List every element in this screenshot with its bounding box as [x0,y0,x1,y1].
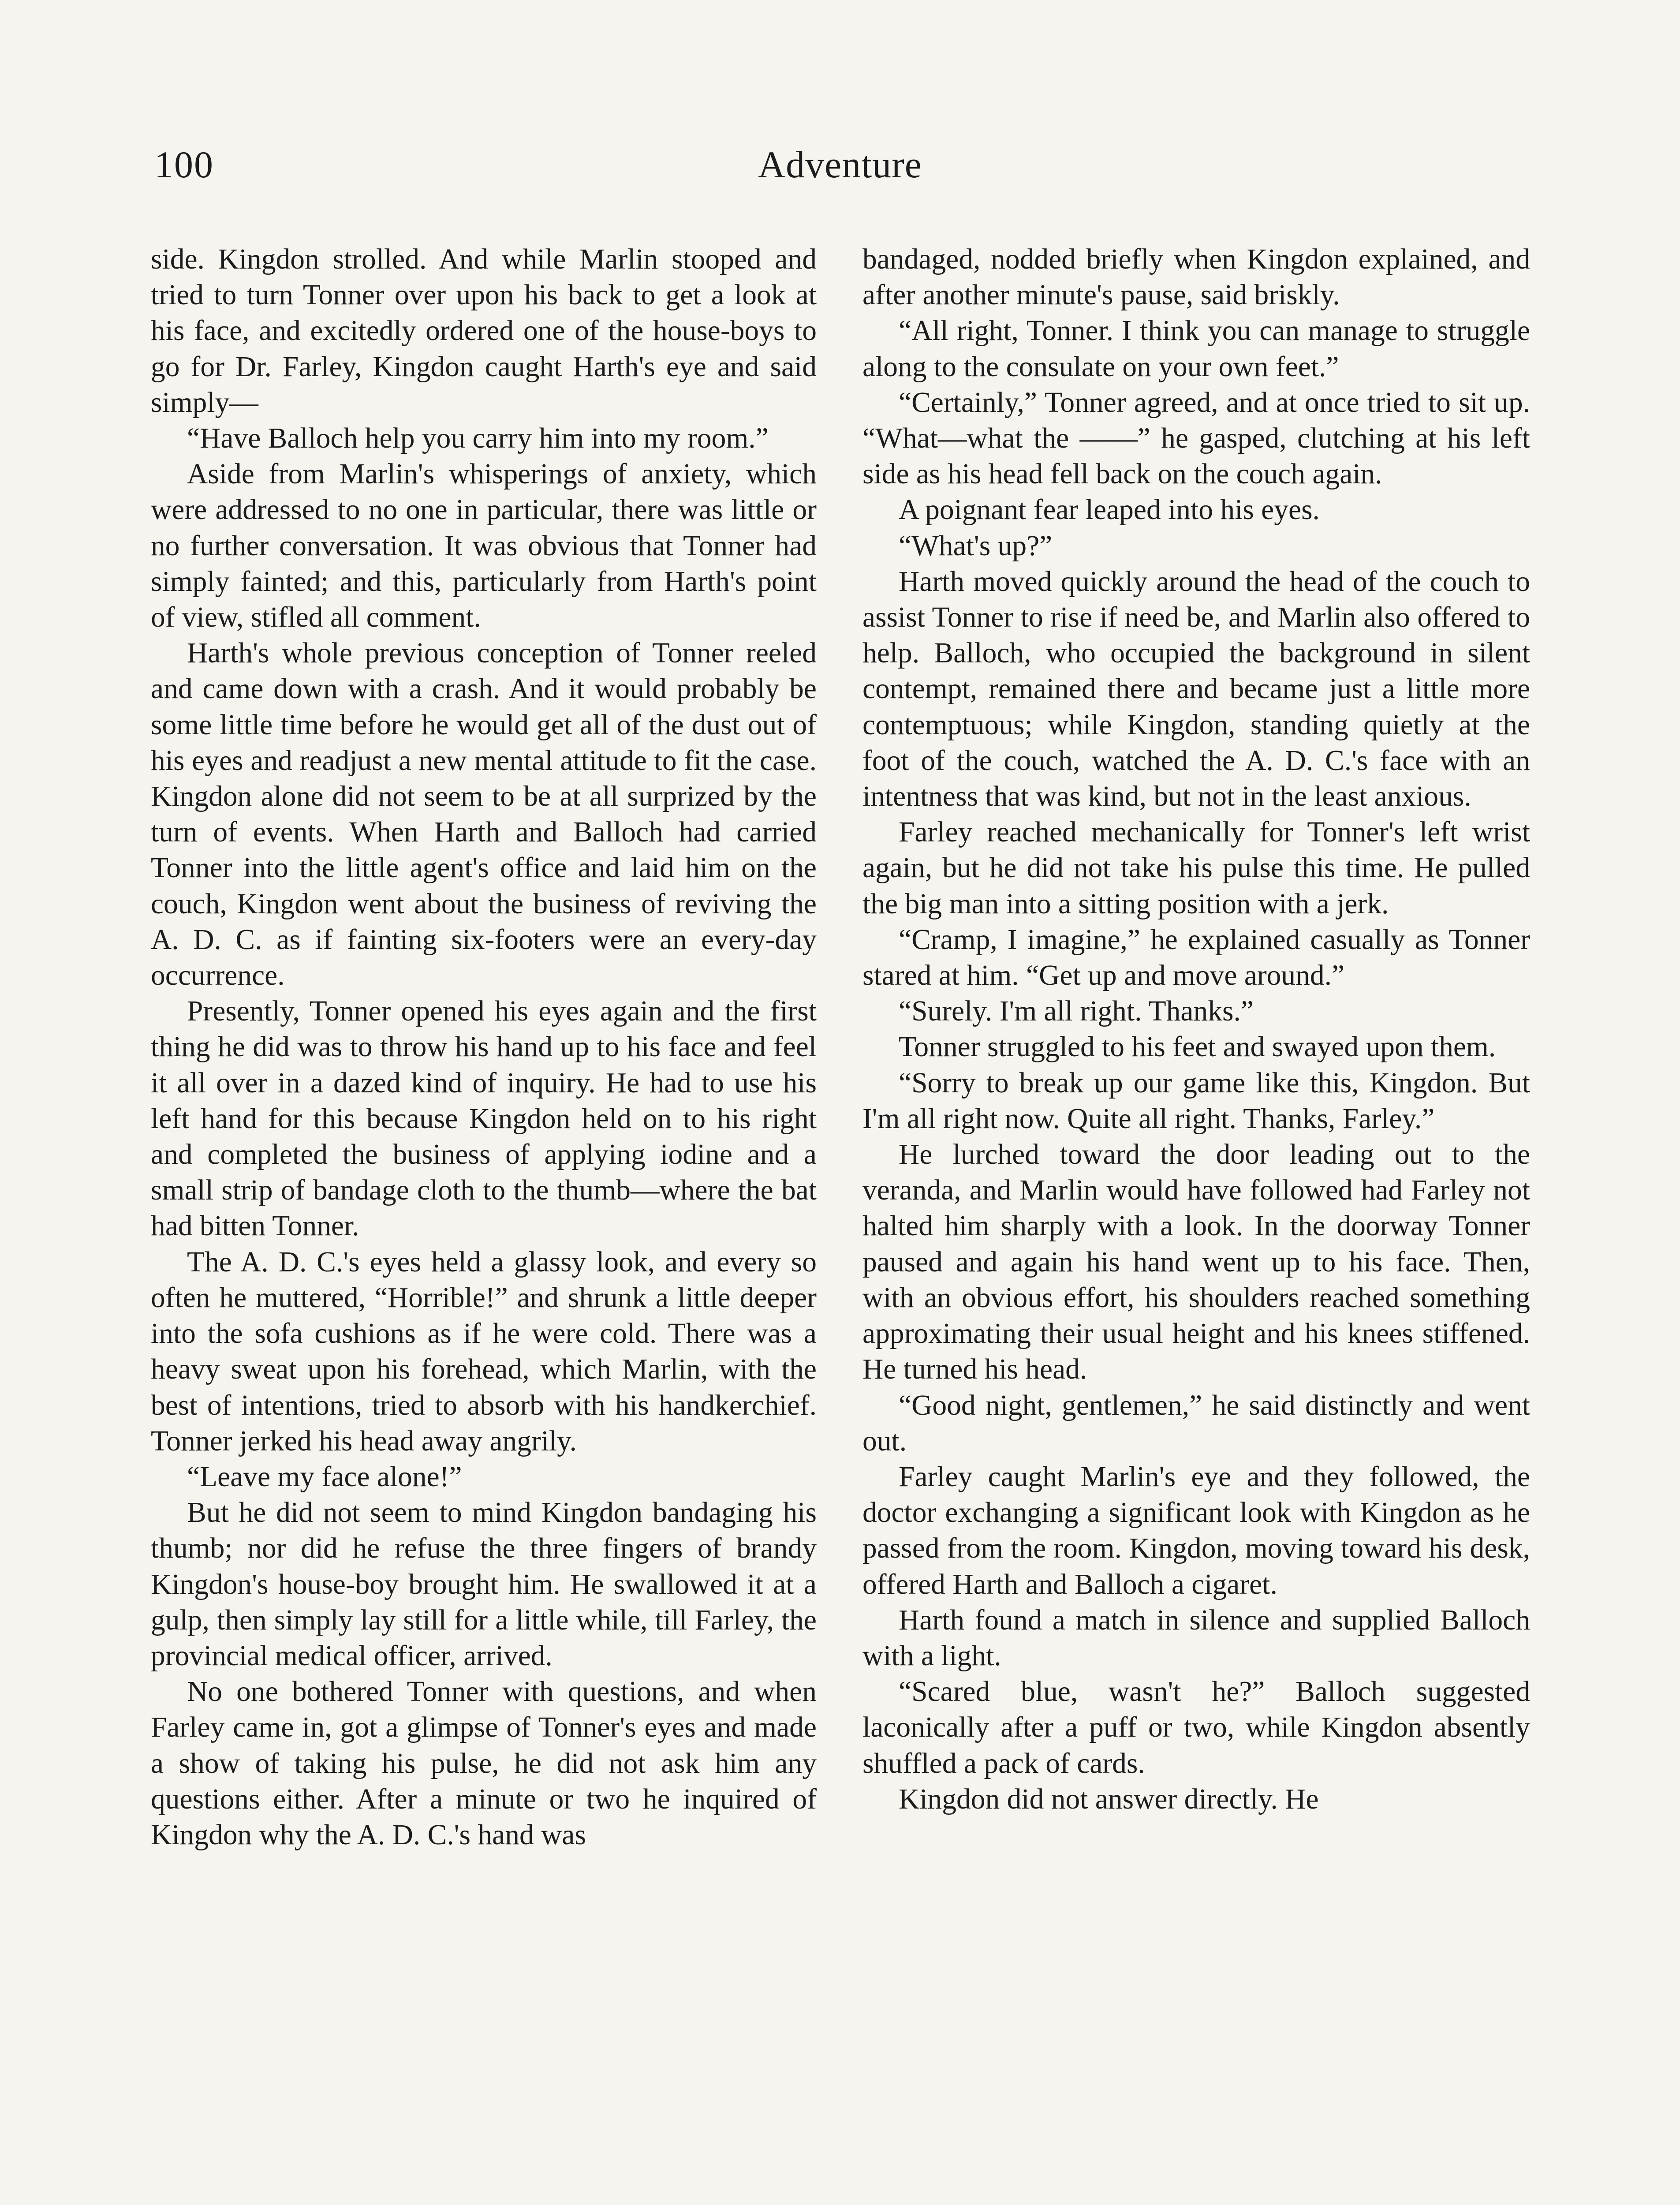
paragraph: Farley reached mechanically for Tonner's left wrist again, but he did not take his pulse this time. He pulled the big man into a sitting position with a jerk. [862,816,1530,920]
paragraph: Presently, Tonner opened his eyes again and the first thing he did was to throw his hand up to his face and feel it all over in a dazed kind of inquiry. He had to use his left hand for this because Kingdon held on to his right and completed the business of applying iodine and a small strip of bandage cloth to the thumb—where the bat had bitten Tonner. [151,995,817,1242]
paragraph: “Have Balloch help you carry him into my room.” [187,422,769,455]
paragraph: Harth's whole previous conception of Tonner reeled and came down with a crash. And it would probably be some little time before he would get all of the dust out of his eyes and readjust a new mental attitude to fit the case. Kingdon alone did not seem to be at all surprized by the turn of events. When Harth and Balloch had carried Tonner into the little agent's office and laid him on the couch, Kingdon went about the business of reviving the A. D. C. as if fainting six-footers were an every-day occurrence. [151,637,817,992]
paragraph: bandaged, nodded briefly when Kingdon explained, and after another minute's pause, said briskly. [862,243,1530,311]
paragraph: “All right, Tonner. I think you can manage to struggle along to the consulate on your own feet.” [862,315,1530,383]
paragraph: Harth found a match in silence and supplied Balloch with a light. [862,1604,1530,1672]
paragraph: side. Kingdon strolled. And while Marlin stooped and tried to turn Tonner over upon his back to get a look at his face, and excitedly ordered one of the house-boys to go for Dr. Farley, Kingdon caught Harth's eye and said simply— [151,243,817,419]
paragraph: No one bothered Tonner with questions, and when Farley came in, got a glimpse of Tonner's eyes and made a show of taking his pulse, he did not ask him any questions either. After a minute or two he inquired of Kingdon why the A. D. C.'s hand was [151,1676,817,1851]
paragraph: “Surely. I'm all right. Thanks.” [899,995,1254,1028]
paragraph: Kingdon did not answer directly. He [899,1783,1319,1815]
paragraph: But he did not seem to mind Kingdon bandaging his thumb; nor did he refuse the three fingers of brandy Kingdon's house-boy brought him. He swallowed it at a gulp, then simply lay still for a little while, till Farley, the provincial medical officer, arrived. [151,1497,817,1672]
paragraph: “Cramp, I imagine,” he explained casually as Tonner stared at him. “Get up and move around.” [862,923,1530,992]
paragraph: “Scared blue, wasn't he?” Balloch suggested laconically after a puff or two, while Kingdon absently shuffled a pack of cards. [862,1676,1530,1779]
paragraph: “Leave my face alone!” [187,1461,462,1493]
paragraph: Harth moved quickly around the head of the couch to assist Tonner to rise if need be, and Marlin also offered to help. Balloch, who occupied the background in silent contempt, remained there and became just a little more contemptuous; while Kingdon, standing quietly at the foot of the couch, watched the A. D. C.'s face with an intentness that was kind, but not in the least anxious. [862,565,1530,813]
running-head-title: Adventure [758,143,922,186]
page-number: 100 [154,143,214,186]
paragraph: Aside from Marlin's whisperings of anxiety, which were addressed to no one in particular, there was little or no further conversation. It was obvious that Tonner had simply fainted; and this, particularly from Harth's point of view, stifled all comment. [151,458,817,634]
right-column [862,242,1530,1817]
paragraph: “What's up?” [899,530,1053,562]
paragraph: Farley caught Marlin's eye and they followed, the doctor exchanging a significant look with Kingdon as he passed from the room. Kingdon, moving toward his desk, offered Harth and Balloch a cigaret. [862,1461,1530,1600]
paragraph: “Sorry to break up our game like this, Kingdon. But I'm all right now. Quite all right. Thanks, Farley.” [862,1067,1530,1135]
paragraph: The A. D. C.'s eyes held a glassy look, and every so often he muttered, “Horrible!” and shrunk a little deeper into the sofa cushions as if he were cold. There was a heavy sweat upon his forehead, which Marlin, with the best of intentions, tried to absorb with his handkerchief. Tonner jerked his head away angrily. [151,1246,817,1457]
paragraph: He lurched toward the door leading out to the veranda, and Marlin would have followed had Farley not halted him sharply with a look. In the doorway Tonner paused and again his hand went up to his face. Then, with an obvious effort, his shoulders reached something approximating their usual height and his knees stiffened. He turned his head. [862,1139,1530,1386]
paragraph: “Good night, gentlemen,” he said distinctly and went out. [862,1389,1530,1457]
paragraph: Tonner struggled to his feet and swayed upon them. [899,1031,1496,1063]
paragraph: “Certainly,” Tonner agreed, and at once tried to sit up. “What—what the ——” he gasped, clutching at his left side as his head fell back on the couch again. [862,386,1530,490]
paragraph: A poignant fear leaped into his eyes. [899,494,1320,526]
left-column [151,242,817,1853]
